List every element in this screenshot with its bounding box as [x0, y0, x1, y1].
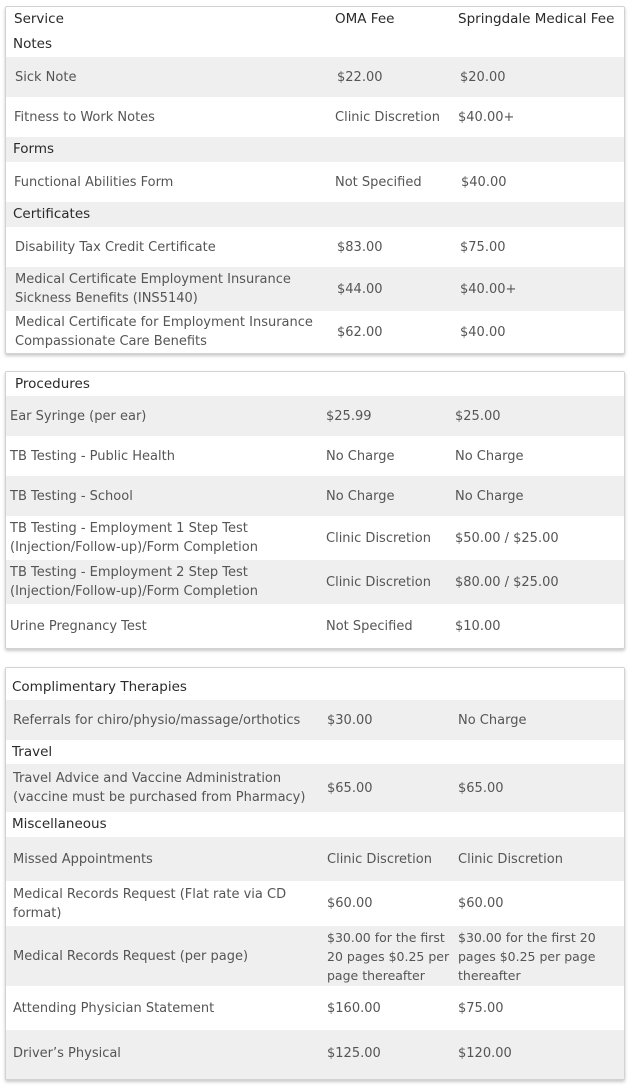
- oma-fee-cell: $83.00: [337, 239, 383, 255]
- springdale-fee-cell: $10.00: [455, 618, 501, 634]
- springdale-fee-cell: $60.00: [458, 896, 504, 911]
- service-cell: Ear Syringe (per ear): [10, 408, 147, 424]
- springdale-fee-cell: $50.00 / $25.00: [455, 530, 559, 546]
- column-springdale-header: Springdale Medical Fee: [458, 11, 615, 27]
- column-service-header: Service: [14, 11, 64, 27]
- service-cell: TB Testing - Public Health: [10, 448, 175, 464]
- service-cell: Medical Records Request (Flat rate via CD format): [13, 886, 287, 921]
- springdale-fee-cell: $40.00+: [458, 109, 515, 125]
- service-cell: Attending Physician Statement: [13, 1000, 215, 1016]
- springdale-fee-cell: $30.00 for the first 20 pages $0.25 per page thereafter: [458, 929, 596, 983]
- fee-table-other-services: [5, 667, 625, 1080]
- table-row: [6, 396, 624, 436]
- springdale-fee-cell: $75.00: [460, 239, 506, 255]
- oma-fee-cell: No Charge: [326, 488, 395, 504]
- oma-fee-cell: $25.99: [326, 408, 372, 424]
- springdale-fee-cell: $65.00: [458, 780, 504, 796]
- oma-fee-cell: $65.00: [327, 780, 373, 796]
- springdale-fee-cell: $80.00 / $25.00: [455, 574, 559, 590]
- section-header: [6, 202, 624, 227]
- service-cell: Driver’s Physical: [13, 1045, 121, 1061]
- table-row: [6, 837, 624, 881]
- column-oma-header: OMA Fee: [335, 11, 395, 27]
- section-header: [6, 32, 624, 57]
- oma-fee-cell: Clinic Discretion: [326, 530, 431, 546]
- table-row: [6, 476, 624, 516]
- oma-fee-cell: $160.00: [327, 1000, 381, 1016]
- oma-fee-cell: Clinic Discretion: [326, 574, 431, 590]
- springdale-fee-cell: No Charge: [455, 448, 524, 464]
- springdale-fee-cell: $40.00: [460, 324, 506, 340]
- oma-fee-cell: No Charge: [326, 448, 395, 464]
- service-cell: Medical Certificate for Employment Insurance Compassionate Care Benefits: [15, 315, 313, 349]
- springdale-fee-cell: No Charge: [455, 488, 524, 504]
- section-title: Complimentary Therapies: [12, 678, 187, 695]
- service-cell: Medical Records Request (per page): [13, 948, 249, 964]
- fee-table-forms: [5, 6, 625, 354]
- section-title: Certificates: [13, 206, 91, 222]
- section-header: [6, 137, 624, 162]
- oma-fee-cell: $60.00: [327, 896, 373, 911]
- oma-fee-cell: $22.00: [337, 69, 383, 85]
- table-row: [6, 436, 624, 476]
- oma-fee-cell: $30.00 for the first 20 pages $0.25 per page thereafter: [327, 929, 450, 983]
- service-cell: TB Testing - School: [10, 488, 133, 504]
- oma-fee-cell: $125.00: [327, 1045, 381, 1061]
- table-row: [6, 57, 624, 97]
- section-title: Notes: [13, 36, 52, 52]
- table-row: [6, 97, 624, 137]
- springdale-fee-cell: $75.00: [458, 1000, 504, 1016]
- table-row: [6, 311, 624, 353]
- service-cell: Missed Appointments: [13, 851, 153, 867]
- table-row: [6, 604, 624, 648]
- section-header: [6, 740, 624, 764]
- section-title: Forms: [13, 141, 55, 157]
- table-row: [6, 267, 624, 311]
- oma-fee-cell: Not Specified: [335, 174, 422, 190]
- table-row: [6, 227, 624, 267]
- springdale-fee-cell: $120.00: [458, 1045, 512, 1061]
- service-cell: TB Testing - Employment 2 Step Test (Injection/Follow-up)/Form Completion: [10, 565, 258, 599]
- service-cell: Referrals for chiro/physio/massage/orthotics: [13, 712, 301, 728]
- oma-fee-cell: $62.00: [337, 324, 383, 340]
- table-row: [6, 700, 624, 740]
- service-cell: Urine Pregnancy Test: [10, 618, 147, 634]
- service-cell: Functional Abilities Form: [14, 174, 174, 190]
- springdale-fee-cell: $25.00: [455, 408, 501, 424]
- table-row: [6, 1030, 624, 1079]
- table-row: [6, 560, 624, 604]
- springdale-fee-cell: No Charge: [458, 712, 527, 728]
- service-cell: Medical Certificate Employment Insurance Sickness Benefits (INS5140): [15, 272, 291, 306]
- table-row: [6, 881, 624, 926]
- table-header: [6, 7, 624, 32]
- section-header: [6, 668, 624, 700]
- section-header: [6, 812, 624, 837]
- oma-fee-cell: Not Specified: [326, 618, 413, 634]
- service-cell: Sick Note: [15, 69, 77, 85]
- section-title: Procedures: [15, 375, 90, 392]
- table-row: [6, 764, 624, 812]
- table-row: [6, 926, 624, 986]
- oma-fee-cell: Clinic Discretion: [327, 851, 432, 867]
- oma-fee-cell: Clinic Discretion: [335, 109, 440, 125]
- fee-table-procedures: [5, 371, 625, 649]
- section-title: Miscellaneous: [12, 816, 107, 832]
- section-title: Travel: [12, 743, 53, 760]
- service-cell: Travel Advice and Vaccine Administration (vaccine must be purchased from Pharmacy): [13, 771, 306, 805]
- springdale-fee-cell: $20.00: [460, 69, 506, 85]
- oma-fee-cell: $44.00: [337, 281, 383, 297]
- springdale-fee-cell: Clinic Discretion: [458, 851, 563, 867]
- service-cell: TB Testing - Employment 1 Step Test (Injection/Follow-up)/Form Completion: [10, 521, 258, 555]
- service-cell: Disability Tax Credit Certificate: [15, 239, 216, 255]
- springdale-fee-cell: $40.00+: [460, 281, 517, 297]
- springdale-fee-cell: $40.00: [461, 174, 507, 190]
- table-row: [6, 162, 624, 202]
- section-header: [6, 372, 624, 396]
- service-cell: Fitness to Work Notes: [14, 109, 155, 125]
- table-row: [6, 516, 624, 560]
- oma-fee-cell: $30.00: [327, 712, 373, 728]
- table-row: [6, 986, 624, 1030]
